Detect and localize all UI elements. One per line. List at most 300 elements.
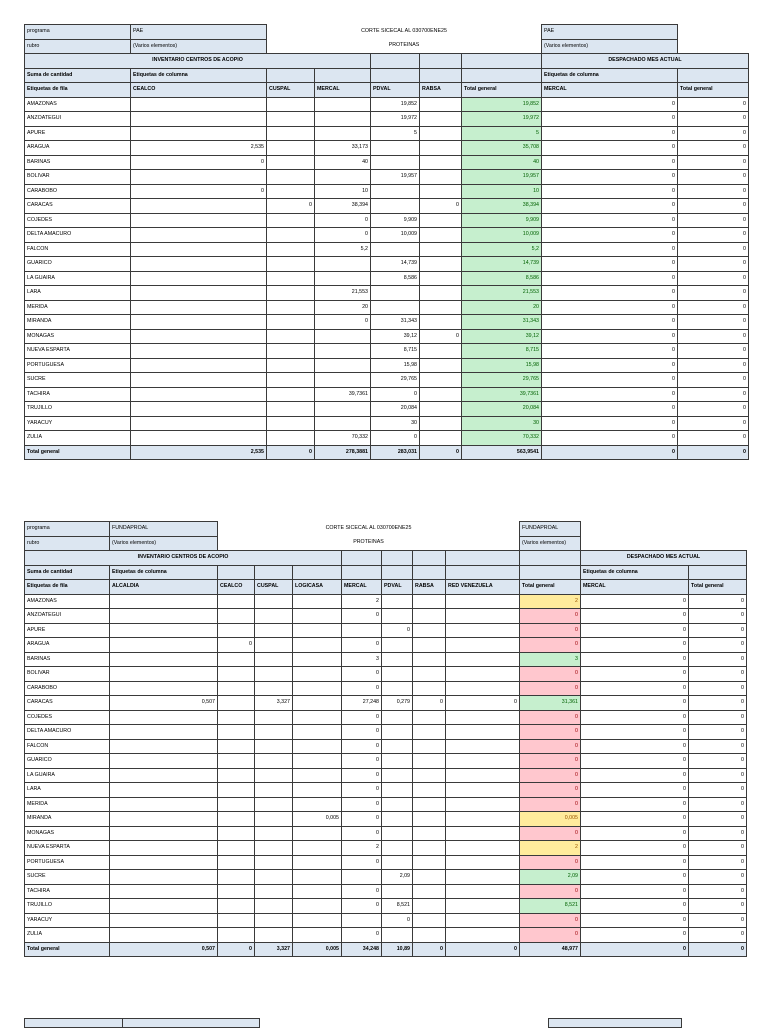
value-cell bbox=[413, 710, 446, 725]
total-cell: 48,977 bbox=[520, 942, 581, 957]
value-cell bbox=[255, 884, 293, 899]
row-total-cell: 20,084 bbox=[462, 402, 542, 417]
state-name: MERIDA bbox=[25, 300, 131, 315]
value-cell: 2 bbox=[342, 594, 382, 609]
value-cell bbox=[382, 594, 413, 609]
row-total-cell: 9,909 bbox=[462, 213, 542, 228]
state-name: ZULIA bbox=[25, 431, 131, 446]
value-cell bbox=[382, 855, 413, 870]
state-name: AMAZONAS bbox=[25, 594, 110, 609]
value-cell bbox=[255, 797, 293, 812]
value-cell bbox=[131, 358, 267, 373]
value-cell bbox=[255, 594, 293, 609]
value-cell bbox=[267, 184, 315, 199]
value-cell bbox=[446, 841, 520, 856]
state-name: DELTA AMACURO bbox=[25, 725, 110, 740]
despachado-cell: 0 bbox=[689, 609, 747, 624]
value-cell bbox=[110, 652, 218, 667]
table-row bbox=[25, 431, 749, 446]
value-cell bbox=[218, 841, 255, 856]
value-cell bbox=[131, 170, 267, 185]
blank-cell bbox=[689, 565, 747, 580]
row-total-cell: 21,553 bbox=[462, 286, 542, 301]
value-cell: 8,715 bbox=[371, 344, 420, 359]
value-cell bbox=[218, 899, 255, 914]
blank-cell bbox=[382, 551, 413, 566]
despachado-cell: 0 bbox=[581, 667, 689, 682]
value-cell: 0 bbox=[446, 696, 520, 711]
row-total-cell: 0 bbox=[520, 928, 581, 943]
value-cell: 0 bbox=[131, 184, 267, 199]
row-total-cell: 5,2 bbox=[462, 242, 542, 257]
state-name: BOLIVAR bbox=[25, 170, 131, 185]
total-cell: 0 bbox=[218, 942, 255, 957]
value-cell bbox=[131, 126, 267, 141]
value-cell bbox=[413, 754, 446, 769]
value-cell bbox=[255, 812, 293, 827]
table-row bbox=[25, 725, 747, 740]
state-name: CARABOBO bbox=[25, 681, 110, 696]
value-cell bbox=[413, 797, 446, 812]
value-cell bbox=[420, 170, 462, 185]
state-name: SUCRE bbox=[25, 373, 131, 388]
table-row bbox=[25, 242, 749, 257]
value-cell bbox=[131, 199, 267, 214]
value-cell bbox=[413, 609, 446, 624]
row-total-cell: 19,852 bbox=[462, 97, 542, 112]
despachado-cell: 0 bbox=[581, 623, 689, 638]
value-cell bbox=[293, 899, 342, 914]
row-total-cell: 2 bbox=[520, 594, 581, 609]
row-total-cell: 0 bbox=[520, 710, 581, 725]
value-cell bbox=[446, 652, 520, 667]
third-sheet-right-cell bbox=[548, 1018, 682, 1028]
value-cell bbox=[293, 725, 342, 740]
blank-cell bbox=[371, 68, 420, 83]
despachado-cell: 0 bbox=[542, 416, 678, 431]
value-cell: 0 bbox=[342, 899, 382, 914]
despachado-cell: 0 bbox=[542, 387, 678, 402]
value-cell: 0 bbox=[342, 826, 382, 841]
value-cell bbox=[255, 623, 293, 638]
despachado-cell: 0 bbox=[581, 884, 689, 899]
despachado-cell: 0 bbox=[542, 97, 678, 112]
fundaproal-pivot-table bbox=[24, 521, 747, 957]
value-cell: 39,12 bbox=[371, 329, 420, 344]
value-cell bbox=[131, 271, 267, 286]
blank-cell bbox=[678, 25, 749, 40]
despachado-cell: 0 bbox=[581, 913, 689, 928]
value-cell: 0 bbox=[315, 213, 371, 228]
value-cell: 0 bbox=[342, 710, 382, 725]
despachado-cell: 0 bbox=[689, 826, 747, 841]
value-cell: 39,7361 bbox=[315, 387, 371, 402]
value-cell bbox=[255, 928, 293, 943]
column-header: RABSA bbox=[420, 83, 462, 98]
table-row bbox=[25, 286, 749, 301]
state-name: CARACAS bbox=[25, 199, 131, 214]
value-cell bbox=[446, 638, 520, 653]
value-cell bbox=[446, 884, 520, 899]
state-name: BARINAS bbox=[25, 155, 131, 170]
suma-row bbox=[25, 565, 747, 580]
state-name: CARABOBO bbox=[25, 184, 131, 199]
despachado-cell: 0 bbox=[689, 725, 747, 740]
value-cell bbox=[420, 228, 462, 243]
value-cell: 31,343 bbox=[371, 315, 420, 330]
despachado-cell: 0 bbox=[542, 373, 678, 388]
value-cell: 0 bbox=[371, 431, 420, 446]
value-cell bbox=[255, 638, 293, 653]
value-cell bbox=[110, 725, 218, 740]
value-cell bbox=[267, 213, 315, 228]
value-cell: 2,535 bbox=[131, 141, 267, 156]
table-row bbox=[25, 112, 749, 127]
value-cell: 0 bbox=[342, 681, 382, 696]
row-total-cell: 0 bbox=[520, 739, 581, 754]
category-title: PROTEINAS bbox=[353, 539, 384, 546]
value-cell bbox=[131, 344, 267, 359]
blank-cell bbox=[371, 54, 420, 69]
despachado-cell: 0 bbox=[689, 696, 747, 711]
value-cell bbox=[371, 141, 420, 156]
value-cell: 0 bbox=[131, 155, 267, 170]
rubro-value: (Varios elementos) bbox=[131, 39, 267, 54]
despachado-cell: 0 bbox=[542, 170, 678, 185]
value-cell bbox=[382, 797, 413, 812]
value-cell bbox=[218, 783, 255, 798]
despachado-cell: 0 bbox=[542, 242, 678, 257]
despachado-cell: 0 bbox=[542, 315, 678, 330]
table-row bbox=[25, 416, 749, 431]
despachado-cell: 0 bbox=[581, 768, 689, 783]
row-total-cell: 31,361 bbox=[520, 696, 581, 711]
value-cell bbox=[420, 402, 462, 417]
table-row bbox=[25, 696, 747, 711]
state-name: COJEDES bbox=[25, 213, 131, 228]
value-cell bbox=[413, 870, 446, 885]
value-cell bbox=[382, 638, 413, 653]
value-cell: 3,327 bbox=[255, 696, 293, 711]
value-cell bbox=[255, 826, 293, 841]
value-cell bbox=[255, 652, 293, 667]
table-row bbox=[25, 638, 747, 653]
value-cell bbox=[382, 826, 413, 841]
value-cell bbox=[371, 286, 420, 301]
value-cell bbox=[218, 623, 255, 638]
blank-cell bbox=[520, 565, 581, 580]
value-cell bbox=[420, 126, 462, 141]
state-name: TRUJILLO bbox=[25, 402, 131, 417]
table-row bbox=[25, 855, 747, 870]
value-cell: 0 bbox=[342, 884, 382, 899]
value-cell: 0 bbox=[342, 797, 382, 812]
value-cell bbox=[293, 913, 342, 928]
value-cell bbox=[110, 899, 218, 914]
table-row bbox=[25, 170, 749, 185]
value-cell bbox=[420, 431, 462, 446]
value-cell bbox=[446, 783, 520, 798]
value-cell bbox=[131, 416, 267, 431]
table-row bbox=[25, 870, 747, 885]
value-cell bbox=[131, 286, 267, 301]
row-total-cell: 0 bbox=[520, 623, 581, 638]
value-cell bbox=[315, 97, 371, 112]
despachado-cell: 0 bbox=[581, 870, 689, 885]
value-cell bbox=[446, 623, 520, 638]
despachado-cell: 0 bbox=[678, 126, 749, 141]
value-cell bbox=[110, 609, 218, 624]
despachado-cell: 0 bbox=[542, 358, 678, 373]
value-cell bbox=[255, 841, 293, 856]
column-header: CUSPAL bbox=[267, 83, 315, 98]
state-name: TACHIRA bbox=[25, 387, 131, 402]
state-name: APURE bbox=[25, 623, 110, 638]
value-cell bbox=[131, 387, 267, 402]
state-name: MIRANDA bbox=[25, 812, 110, 827]
value-cell bbox=[131, 213, 267, 228]
row-total-cell: 2 bbox=[520, 841, 581, 856]
value-cell bbox=[420, 271, 462, 286]
value-cell: 27,248 bbox=[342, 696, 382, 711]
value-cell bbox=[382, 710, 413, 725]
table-row bbox=[25, 315, 749, 330]
table-row bbox=[25, 300, 749, 315]
value-cell: 0 bbox=[420, 329, 462, 344]
blank-cell bbox=[462, 68, 542, 83]
total-cell: 0,005 bbox=[293, 942, 342, 957]
value-cell: 9,909 bbox=[371, 213, 420, 228]
value-cell bbox=[371, 300, 420, 315]
despachado-cell: 0 bbox=[678, 228, 749, 243]
value-cell bbox=[293, 783, 342, 798]
despachado-cell: 0 bbox=[689, 797, 747, 812]
table-row bbox=[25, 928, 747, 943]
value-cell bbox=[420, 112, 462, 127]
value-cell bbox=[413, 783, 446, 798]
value-cell bbox=[413, 725, 446, 740]
despachado-cell: 0 bbox=[581, 696, 689, 711]
despachado-cell: 0 bbox=[581, 681, 689, 696]
row-total-cell: 8,715 bbox=[462, 344, 542, 359]
corte-title: CORTE SICECAL AL 030700ENE25 bbox=[325, 525, 412, 531]
despachado-cell: 0 bbox=[542, 112, 678, 127]
table-row bbox=[25, 797, 747, 812]
total-row bbox=[25, 942, 747, 957]
value-cell bbox=[131, 373, 267, 388]
value-cell bbox=[267, 329, 315, 344]
total-cell: 0 bbox=[420, 445, 462, 460]
despachado-cell: 0 bbox=[678, 329, 749, 344]
state-name: TRUJILLO bbox=[25, 899, 110, 914]
state-name: MONAGAS bbox=[25, 329, 131, 344]
value-cell: 33,173 bbox=[315, 141, 371, 156]
despachado-cell: 0 bbox=[542, 141, 678, 156]
value-cell bbox=[110, 783, 218, 798]
row-total-cell: 0 bbox=[520, 638, 581, 653]
despachado-cell: 0 bbox=[678, 300, 749, 315]
value-cell bbox=[293, 739, 342, 754]
despachado-cell: 0 bbox=[542, 402, 678, 417]
total-cell: 0 bbox=[413, 942, 446, 957]
value-cell: 0 bbox=[342, 739, 382, 754]
value-cell bbox=[267, 97, 315, 112]
value-cell bbox=[218, 710, 255, 725]
column-header: CEALCO bbox=[131, 83, 267, 98]
despachado-cell: 0 bbox=[689, 841, 747, 856]
total-despachado-cell: 0 bbox=[542, 445, 678, 460]
value-cell bbox=[110, 594, 218, 609]
state-name: PORTUGUESA bbox=[25, 855, 110, 870]
value-cell bbox=[110, 855, 218, 870]
value-cell bbox=[446, 768, 520, 783]
pae-pivot-table bbox=[24, 24, 749, 460]
row-total-cell: 38,394 bbox=[462, 199, 542, 214]
despachado-cell: 0 bbox=[689, 768, 747, 783]
row-total-cell: 0 bbox=[520, 681, 581, 696]
state-name: AMAZONAS bbox=[25, 97, 131, 112]
value-cell bbox=[315, 271, 371, 286]
value-cell bbox=[420, 358, 462, 373]
value-cell bbox=[446, 667, 520, 682]
etiquetas-columna-right-label: Etiquetas de columna bbox=[542, 68, 678, 83]
despachado-cell: 0 bbox=[689, 710, 747, 725]
value-cell: 5 bbox=[371, 126, 420, 141]
value-cell bbox=[413, 913, 446, 928]
value-cell bbox=[293, 768, 342, 783]
state-name: YARACUY bbox=[25, 416, 131, 431]
table-row bbox=[25, 826, 747, 841]
value-cell bbox=[413, 768, 446, 783]
value-cell: 0 bbox=[342, 754, 382, 769]
value-cell bbox=[218, 768, 255, 783]
value-cell: 0 bbox=[342, 638, 382, 653]
value-cell bbox=[218, 855, 255, 870]
despachado-cell: 0 bbox=[689, 594, 747, 609]
table-row bbox=[25, 681, 747, 696]
suma-row bbox=[25, 68, 749, 83]
despachado-cell: 0 bbox=[542, 329, 678, 344]
value-cell bbox=[413, 899, 446, 914]
blank-cell bbox=[413, 551, 446, 566]
value-cell bbox=[420, 257, 462, 272]
value-cell bbox=[446, 913, 520, 928]
value-cell bbox=[293, 855, 342, 870]
despachado-title: DESPACHADO MES ACTUAL bbox=[581, 551, 747, 566]
value-cell bbox=[255, 899, 293, 914]
value-cell bbox=[420, 242, 462, 257]
right-column-header: MERCAL bbox=[581, 580, 689, 595]
value-cell bbox=[267, 431, 315, 446]
value-cell bbox=[255, 754, 293, 769]
despachado-cell: 0 bbox=[678, 344, 749, 359]
value-cell bbox=[267, 155, 315, 170]
value-cell: 29,765 bbox=[371, 373, 420, 388]
value-cell bbox=[371, 242, 420, 257]
etiquetas-columna-label: Etiquetas de columna bbox=[131, 68, 267, 83]
value-cell bbox=[382, 739, 413, 754]
row-total-cell: 0 bbox=[520, 725, 581, 740]
value-cell bbox=[255, 739, 293, 754]
despachado-cell: 0 bbox=[678, 242, 749, 257]
total-cell: 0 bbox=[446, 942, 520, 957]
rubro-value: (Varios elementos) bbox=[110, 536, 218, 551]
column-header: LOGICASA bbox=[293, 580, 342, 595]
despachado-cell: 0 bbox=[542, 199, 678, 214]
programa-value-right: FUNDAPROAL bbox=[520, 522, 581, 537]
value-cell bbox=[293, 928, 342, 943]
row-total-cell: 8,586 bbox=[462, 271, 542, 286]
value-cell bbox=[293, 638, 342, 653]
header-row-rubro bbox=[25, 39, 749, 54]
value-cell bbox=[255, 783, 293, 798]
despachado-cell: 0 bbox=[542, 271, 678, 286]
row-total-cell: 0 bbox=[520, 754, 581, 769]
section-title-row bbox=[25, 551, 747, 566]
state-name: ZULIA bbox=[25, 928, 110, 943]
programa-value-right: PAE bbox=[542, 25, 678, 40]
value-cell bbox=[218, 739, 255, 754]
table-row bbox=[25, 754, 747, 769]
despachado-cell: 0 bbox=[678, 199, 749, 214]
state-name: LARA bbox=[25, 783, 110, 798]
value-cell bbox=[315, 402, 371, 417]
state-name: GUARICO bbox=[25, 754, 110, 769]
value-cell bbox=[131, 228, 267, 243]
value-cell bbox=[413, 667, 446, 682]
value-cell: 19,957 bbox=[371, 170, 420, 185]
value-cell: 0 bbox=[267, 199, 315, 214]
value-cell bbox=[371, 184, 420, 199]
despachado-cell: 0 bbox=[678, 112, 749, 127]
value-cell: 0 bbox=[342, 812, 382, 827]
despachado-cell: 0 bbox=[689, 638, 747, 653]
value-cell bbox=[267, 300, 315, 315]
table-row bbox=[25, 623, 747, 638]
programa-value: FUNDAPROAL bbox=[110, 522, 218, 537]
column-header: CEALCO bbox=[218, 580, 255, 595]
value-cell bbox=[382, 841, 413, 856]
value-cell bbox=[255, 609, 293, 624]
row-total-cell: 0 bbox=[520, 855, 581, 870]
blank-cell bbox=[520, 551, 581, 566]
despachado-cell: 0 bbox=[678, 257, 749, 272]
blank-cell bbox=[342, 565, 382, 580]
value-cell bbox=[218, 812, 255, 827]
column-header-row bbox=[25, 580, 747, 595]
value-cell: 0 bbox=[315, 315, 371, 330]
state-name: DELTA AMACURO bbox=[25, 228, 131, 243]
despachado-cell: 0 bbox=[581, 783, 689, 798]
value-cell bbox=[446, 681, 520, 696]
value-cell bbox=[413, 623, 446, 638]
value-cell bbox=[255, 681, 293, 696]
etiquetas-fila-label: Etiquetas de fila bbox=[25, 83, 131, 98]
value-cell bbox=[446, 725, 520, 740]
table-row bbox=[25, 768, 747, 783]
value-cell bbox=[446, 855, 520, 870]
value-cell bbox=[267, 286, 315, 301]
value-cell bbox=[293, 696, 342, 711]
state-name: BARINAS bbox=[25, 652, 110, 667]
table-row bbox=[25, 344, 749, 359]
row-total-cell: 39,7361 bbox=[462, 387, 542, 402]
row-total-cell: 5 bbox=[462, 126, 542, 141]
total-label: Total general bbox=[25, 445, 131, 460]
despachado-cell: 0 bbox=[542, 155, 678, 170]
value-cell bbox=[218, 928, 255, 943]
value-cell bbox=[131, 300, 267, 315]
